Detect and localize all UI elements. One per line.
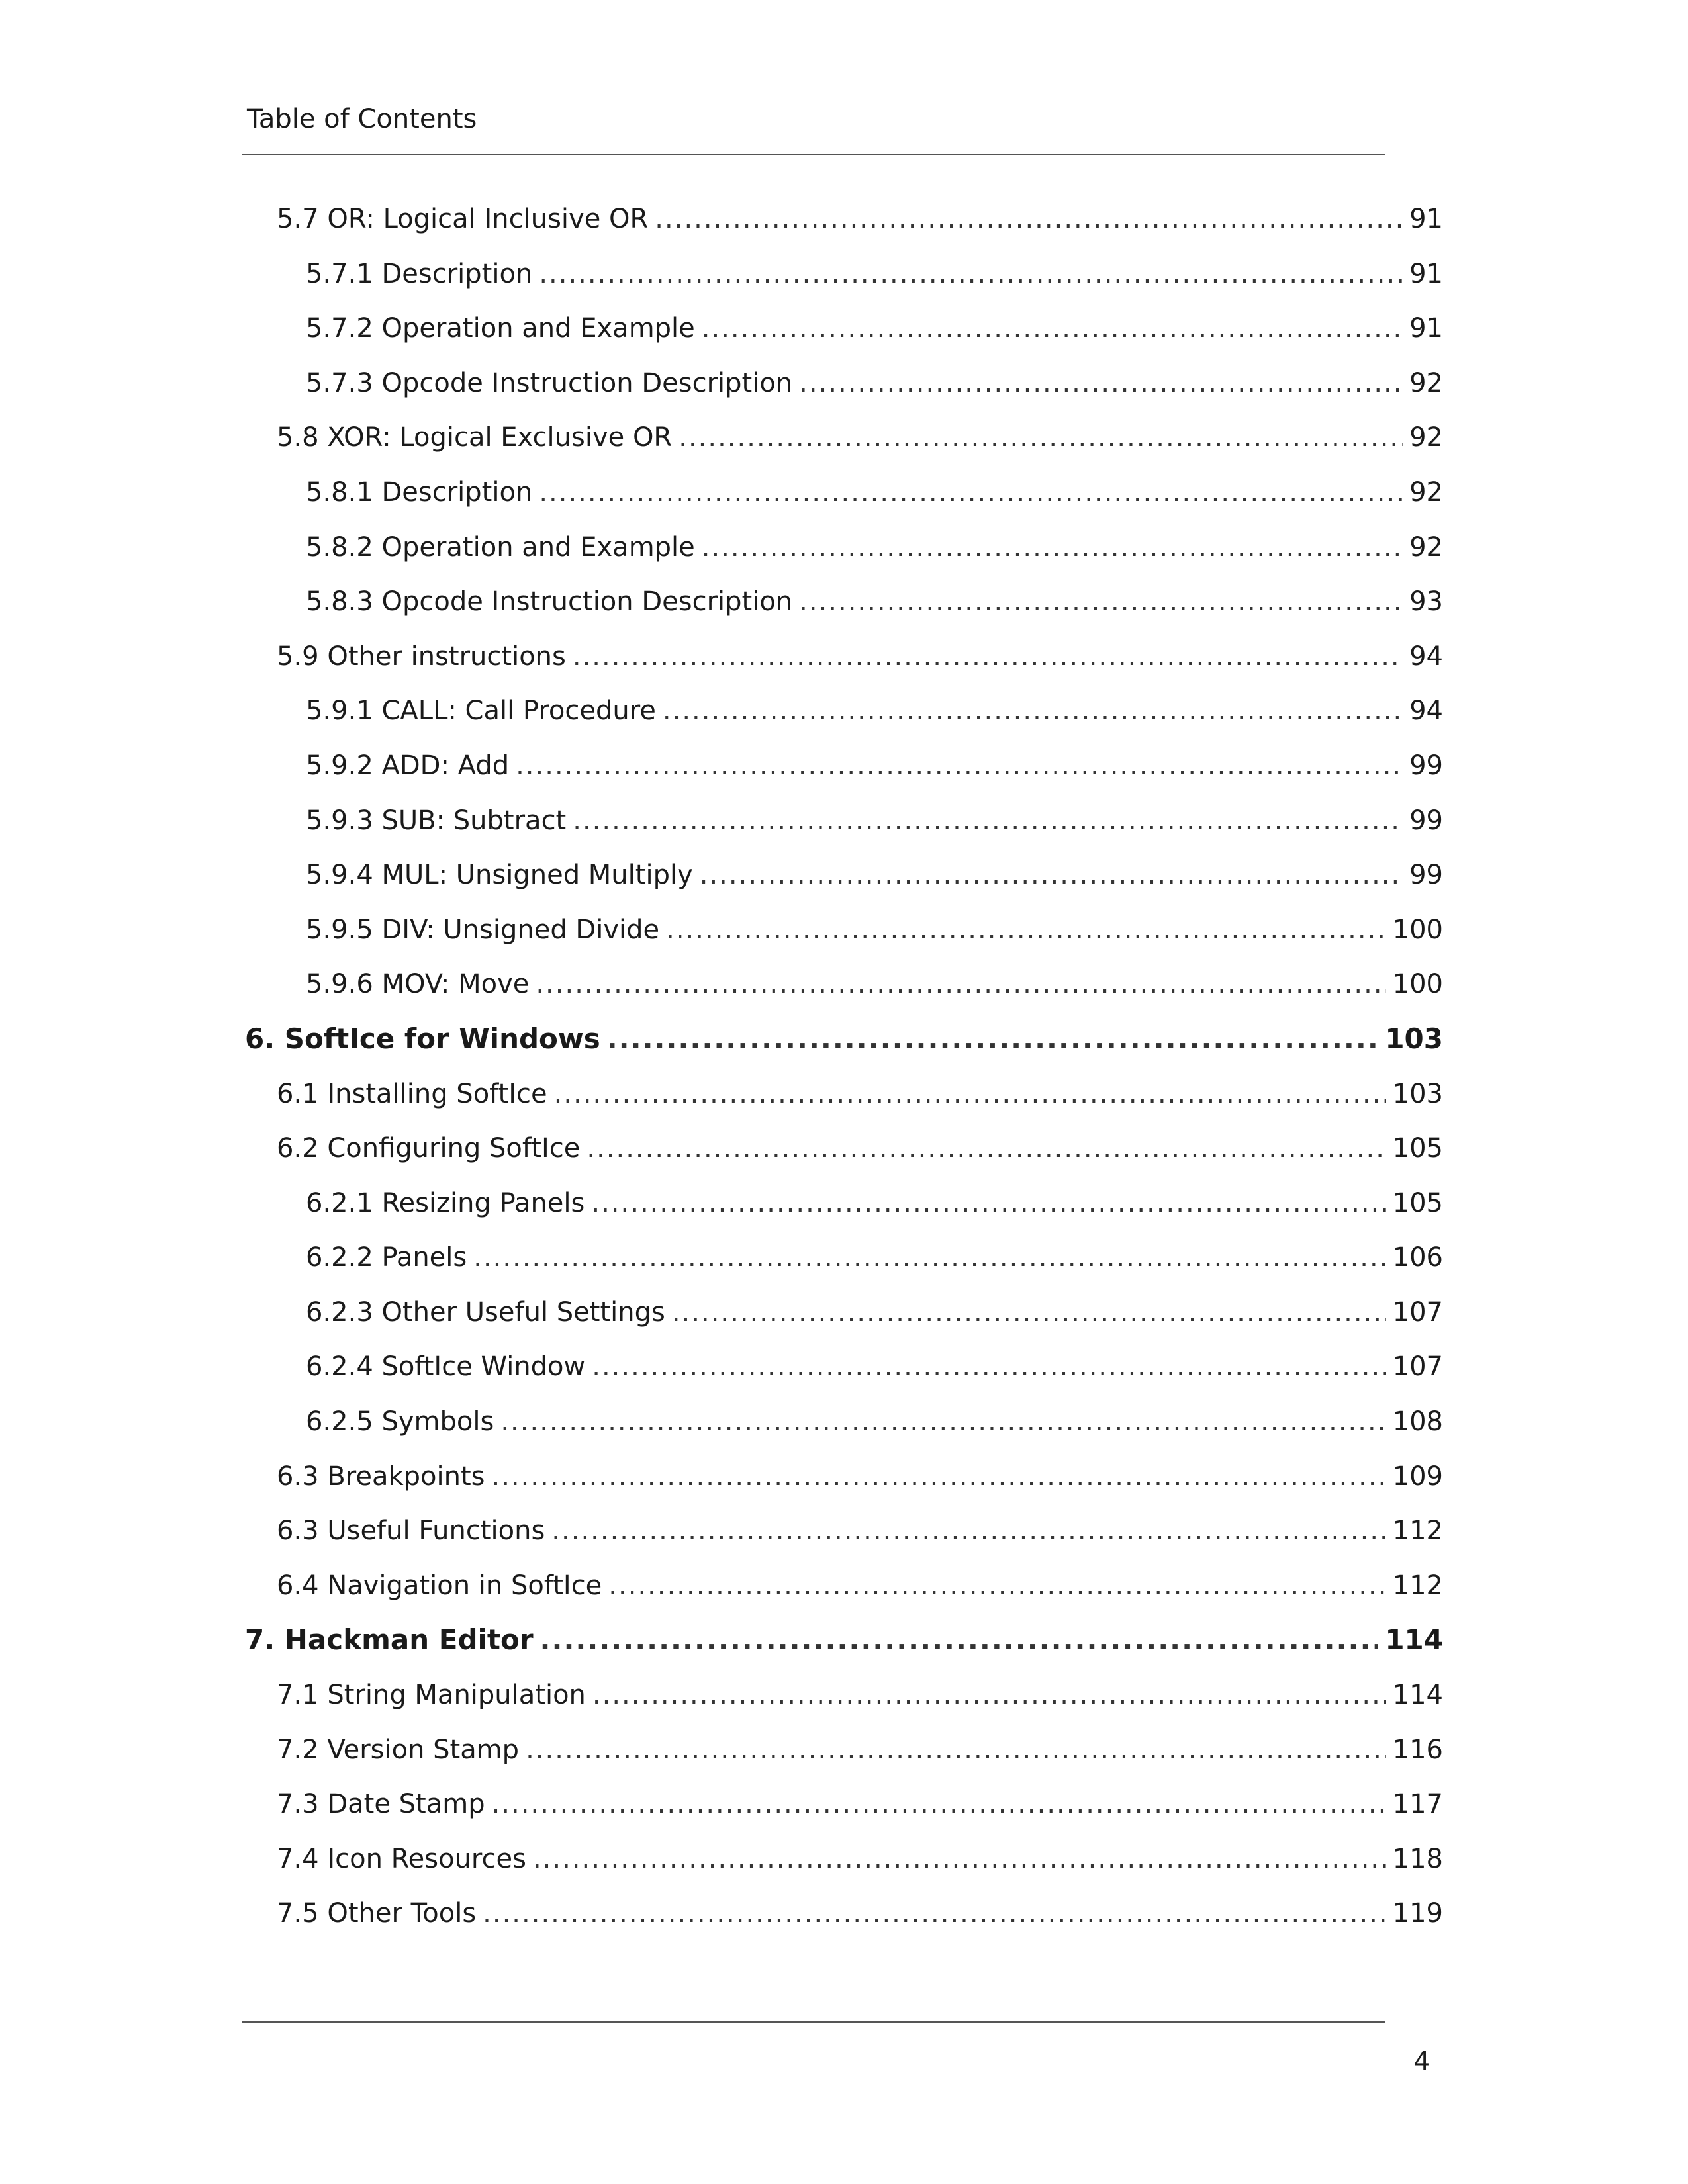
- toc-entry[interactable]: [245, 414, 1443, 469]
- toc-entry-label: 7.1 String Manipulation: [277, 1680, 586, 1711]
- toc-entry-page-number: 114: [1385, 1623, 1443, 1657]
- toc-entry-label: 6.3 Breakpoints: [277, 1461, 485, 1492]
- toc-entry[interactable]: [245, 251, 1443, 306]
- toc-entry-label: 6.3 Useful Functions: [277, 1516, 545, 1547]
- dot-leader: [608, 1563, 1385, 1609]
- toc-entry-label: 6. SoftIce for Windows: [245, 1022, 600, 1055]
- toc-entry-label: 6.2.1 Resizing Panels: [306, 1187, 585, 1218]
- toc-entry-label: 5.8 XOR: Logical Exclusive OR: [277, 422, 673, 453]
- toc-entry-label: 6.4 Navigation in SoftIce: [277, 1570, 602, 1601]
- toc-entry[interactable]: [245, 1180, 1443, 1235]
- toc-entry-page-number: 100: [1392, 969, 1443, 1000]
- toc-entry[interactable]: [245, 469, 1443, 524]
- dot-leader: [573, 633, 1403, 680]
- dot-leader: [702, 305, 1403, 351]
- dot-leader: [539, 469, 1403, 516]
- dot-leader: [655, 196, 1403, 242]
- toc-entry[interactable]: [245, 743, 1443, 797]
- dot-leader: [473, 1234, 1385, 1281]
- dot-leader: [491, 1453, 1385, 1500]
- toc-entry-label: 5.9.4 MUL: Unsigned Multiply: [306, 860, 693, 891]
- toc-entry-label: 5.7.2 Operation and Example: [306, 313, 695, 344]
- toc-entry[interactable]: [245, 1508, 1443, 1563]
- toc-entry-label: 6.2 Configuring SoftIce: [277, 1133, 581, 1164]
- toc-entry-label: 5.9.5 DIV: Unsigned Divide: [306, 914, 660, 945]
- dot-leader: [492, 1781, 1386, 1827]
- dot-leader: [592, 1672, 1386, 1718]
- toc-entry[interactable]: [245, 1563, 1443, 1617]
- toc-entry-page-number: 100: [1392, 914, 1443, 945]
- toc-entry[interactable]: [245, 1453, 1443, 1508]
- toc-entry[interactable]: [245, 688, 1443, 743]
- toc-entry[interactable]: [245, 852, 1443, 907]
- dot-leader: [526, 1727, 1386, 1773]
- toc-entry[interactable]: [245, 1234, 1443, 1289]
- toc-entry-page-number: 103: [1385, 1022, 1443, 1055]
- toc-entry-page-number: 92: [1409, 477, 1443, 508]
- toc-entry[interactable]: [245, 1398, 1443, 1453]
- toc-entry-label: 5.8.2 Operation and Example: [306, 531, 695, 563]
- dot-leader: [591, 1180, 1385, 1226]
- toc-entry-page-number: 112: [1392, 1570, 1443, 1601]
- toc-entry[interactable]: [245, 797, 1443, 852]
- toc-entry[interactable]: [245, 1781, 1443, 1836]
- toc-entry[interactable]: [245, 578, 1443, 633]
- toc-entry-label: 5.7 OR: Logical Inclusive OR: [277, 204, 649, 234]
- toc-entry-page-number: 99: [1409, 860, 1443, 891]
- footer-divider: [242, 2021, 1385, 2023]
- toc-entry-label: 7.3 Date Stamp: [277, 1789, 485, 1820]
- toc-entry[interactable]: [245, 1343, 1443, 1398]
- toc-entry-label: 5.8.3 Opcode Instruction Description: [306, 586, 793, 617]
- toc-entry-page-number: 105: [1392, 1133, 1443, 1164]
- dot-leader: [533, 1836, 1386, 1882]
- header-divider: [242, 154, 1385, 155]
- dot-leader: [799, 578, 1403, 625]
- toc-entry-page-number: 112: [1392, 1516, 1443, 1547]
- toc-entry[interactable]: [245, 961, 1443, 1016]
- toc-entry-page-number: 109: [1392, 1461, 1443, 1492]
- dot-leader: [500, 1398, 1385, 1445]
- toc-entry-page-number: 92: [1409, 367, 1443, 398]
- toc-entry-label: 5.9.2 ADD: Add: [306, 750, 510, 781]
- toc-entry-label: 7.5 Other Tools: [277, 1898, 477, 1929]
- dot-leader: [540, 1617, 1379, 1663]
- dot-leader: [607, 1016, 1379, 1062]
- toc-entry-label: 5.7.3 Opcode Instruction Description: [306, 367, 793, 398]
- dot-leader: [672, 1289, 1386, 1336]
- dot-leader: [483, 1890, 1385, 1936]
- toc-entry[interactable]: [245, 907, 1443, 962]
- dot-leader: [536, 961, 1385, 1007]
- toc-entry-page-number: 92: [1409, 422, 1443, 453]
- toc-entry[interactable]: [245, 196, 1443, 251]
- toc-entry-page-number: 107: [1392, 1351, 1443, 1383]
- toc-entry-page-number: 118: [1392, 1843, 1443, 1874]
- toc-entry-label: 7.2 Version Stamp: [277, 1734, 520, 1765]
- toc-entry-label: 6.2.3 Other Useful Settings: [306, 1297, 665, 1328]
- toc-entry-page-number: 94: [1409, 641, 1443, 672]
- dot-leader: [551, 1508, 1385, 1554]
- toc-entry-page-number: 106: [1392, 1242, 1443, 1273]
- toc-entry-label: 5.9.3 SUB: Subtract: [306, 805, 567, 836]
- toc-entry[interactable]: [245, 1289, 1443, 1344]
- toc-entry-page-number: 91: [1409, 204, 1443, 234]
- table-of-contents: [245, 196, 1443, 1945]
- dot-leader: [516, 743, 1403, 789]
- page-header-title: Table of Contents: [247, 104, 477, 134]
- toc-entry-label: 7. Hackman Editor: [245, 1623, 534, 1657]
- toc-entry[interactable]: [245, 1617, 1443, 1672]
- toc-entry-page-number: 99: [1409, 750, 1443, 781]
- dot-leader: [799, 360, 1403, 406]
- toc-entry-label: 7.4 Icon Resources: [277, 1843, 526, 1874]
- dot-leader: [592, 1343, 1385, 1390]
- toc-entry-label: 6.2.5 Symbols: [306, 1406, 494, 1437]
- toc-entry-page-number: 105: [1392, 1187, 1443, 1218]
- toc-entry-page-number: 103: [1392, 1078, 1443, 1109]
- toc-entry[interactable]: [245, 524, 1443, 579]
- dot-leader: [700, 852, 1403, 898]
- toc-entry-page-number: 91: [1409, 258, 1443, 289]
- toc-entry-label: 5.9.6 MOV: Move: [306, 969, 530, 1000]
- toc-entry-page-number: 108: [1392, 1406, 1443, 1437]
- toc-entry-page-number: 117: [1392, 1789, 1443, 1820]
- dot-leader: [702, 524, 1403, 570]
- toc-entry-label: 6.1 Installing SoftIce: [277, 1078, 547, 1109]
- toc-entry-page-number: 93: [1409, 586, 1443, 617]
- toc-entry[interactable]: [245, 1071, 1443, 1126]
- dot-leader: [679, 414, 1403, 461]
- toc-entry[interactable]: [245, 633, 1443, 688]
- toc-entry-page-number: 107: [1392, 1297, 1443, 1328]
- toc-entry[interactable]: [245, 360, 1443, 415]
- toc-entry-label: 5.7.1 Description: [306, 258, 533, 289]
- toc-entry-label: 5.9 Other instructions: [277, 641, 566, 672]
- dot-leader: [586, 1125, 1385, 1171]
- dot-leader: [663, 688, 1403, 734]
- toc-entry-page-number: 119: [1392, 1898, 1443, 1929]
- toc-entry[interactable]: [245, 305, 1443, 360]
- toc-entry[interactable]: [245, 1125, 1443, 1180]
- toc-entry-label: 5.8.1 Description: [306, 477, 533, 508]
- toc-entry-page-number: 91: [1409, 313, 1443, 344]
- toc-entry-page-number: 114: [1392, 1680, 1443, 1711]
- toc-entry-label: 5.9.1 CALL: Call Procedure: [306, 696, 656, 727]
- toc-entry-page-number: 116: [1392, 1734, 1443, 1765]
- dot-leader: [539, 251, 1403, 297]
- dot-leader: [666, 907, 1386, 953]
- page-number: 4: [1413, 2046, 1430, 2075]
- toc-entry[interactable]: [245, 1727, 1443, 1782]
- toc-entry-label: 6.2.2 Panels: [306, 1242, 467, 1273]
- toc-entry-page-number: 94: [1409, 696, 1443, 727]
- toc-entry[interactable]: [245, 1890, 1443, 1945]
- toc-entry-page-number: 92: [1409, 531, 1443, 563]
- toc-entry[interactable]: [245, 1836, 1443, 1891]
- toc-entry-page-number: 99: [1409, 805, 1443, 836]
- toc-entry[interactable]: [245, 1016, 1443, 1071]
- dot-leader: [573, 797, 1403, 844]
- dot-leader: [554, 1071, 1386, 1117]
- toc-entry[interactable]: [245, 1672, 1443, 1727]
- toc-entry-label: 6.2.4 SoftIce Window: [306, 1351, 586, 1383]
